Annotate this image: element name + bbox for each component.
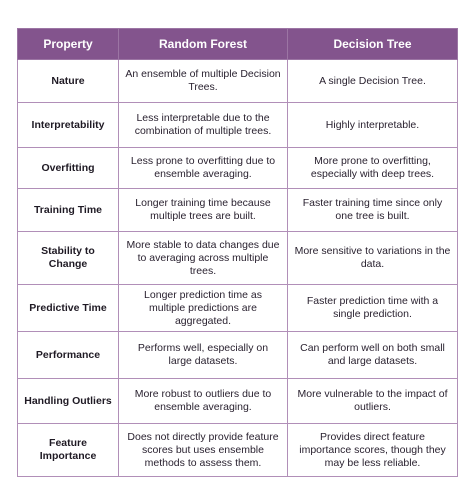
property-cell: Predictive Time <box>18 285 119 332</box>
table-row <box>18 379 458 424</box>
decision-tree-cell: More sensitive to variations in the data. <box>288 232 458 285</box>
table-header-row <box>18 29 458 60</box>
property-cell: Performance <box>18 332 119 379</box>
random-forest-cell: Less prone to overfitting due to ensemble averaging. <box>119 148 288 189</box>
property-cell: Stability to Change <box>18 232 119 285</box>
table-row <box>18 189 458 232</box>
decision-tree-cell: Faster prediction time with a single prediction. <box>288 285 458 332</box>
header-property: Property <box>18 29 119 60</box>
table-row <box>18 424 458 477</box>
table-row <box>18 60 458 103</box>
table-row <box>18 285 458 332</box>
table-row <box>18 332 458 379</box>
decision-tree-cell: Can perform well on both small and large datasets. <box>288 332 458 379</box>
random-forest-cell: Longer prediction time as multiple predictions are aggregated. <box>119 285 288 332</box>
property-cell: Training Time <box>18 189 119 232</box>
table-row <box>18 148 458 189</box>
decision-tree-cell: More prone to overfitting, especially with deep trees. <box>288 148 458 189</box>
comparison-table-container <box>17 28 457 477</box>
decision-tree-cell: Highly interpretable. <box>288 103 458 148</box>
property-cell: Interpretability <box>18 103 119 148</box>
property-cell: Feature Importance <box>18 424 119 477</box>
decision-tree-cell: A single Decision Tree. <box>288 60 458 103</box>
random-forest-cell: Longer training time because multiple trees are built. <box>119 189 288 232</box>
random-forest-cell: Performs well, especially on large datasets. <box>119 332 288 379</box>
property-cell: Overfitting <box>18 148 119 189</box>
random-forest-cell: An ensemble of multiple Decision Trees. <box>119 60 288 103</box>
random-forest-cell: More stable to data changes due to averaging across multiple trees. <box>119 232 288 285</box>
property-cell: Nature <box>18 60 119 103</box>
table-row <box>18 232 458 285</box>
decision-tree-cell: Faster training time since only one tree is built. <box>288 189 458 232</box>
random-forest-cell: More robust to outliers due to ensemble averaging. <box>119 379 288 424</box>
random-forest-cell: Less interpretable due to the combination of multiple trees. <box>119 103 288 148</box>
table-row <box>18 103 458 148</box>
comparison-table <box>17 28 458 477</box>
random-forest-cell: Does not directly provide feature scores but uses ensemble methods to assess them. <box>119 424 288 477</box>
decision-tree-cell: Provides direct feature importance scores, though they may be less reliable. <box>288 424 458 477</box>
decision-tree-cell: More vulnerable to the impact of outliers. <box>288 379 458 424</box>
header-random-forest: Random Forest <box>119 29 288 60</box>
property-cell: Handling Outliers <box>18 379 119 424</box>
header-decision-tree: Decision Tree <box>288 29 458 60</box>
